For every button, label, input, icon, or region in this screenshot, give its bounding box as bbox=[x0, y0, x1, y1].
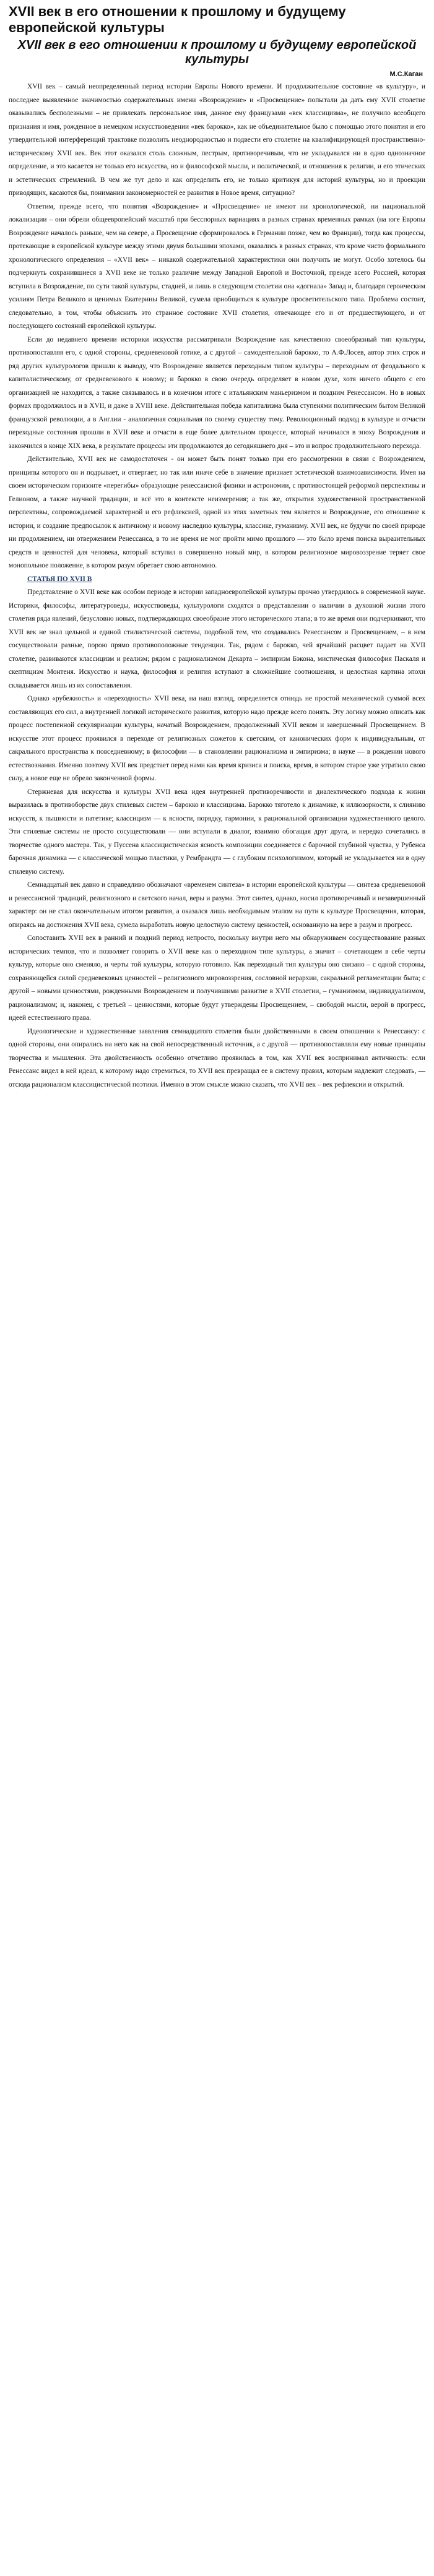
paragraph: Сопоставить XVII век в ранний и поздний период непросто, поскольку внутри него мы обнаруживаем сосуществование разных исторических темпов, что и позволяет говорить о XVII веке как о переходном типе культуры, а значит – сочетающем в себе черты культур, которые оно сменяло, и черты той культуры, которую готовило. Как переходный тип культуры оно связано – с одной стороны, сохраняющейся силой средневековых ценностей – религиозного мировоззрения, сословной иерархии, сакральной регламентации быта; с другой – новыми ценностями, рожденными Возрождением и получившими развитие в XVII столетии, – гуманизмом, индивидуализмом, рационализмом; и, наконец, с третьей – ценностями, которые будут утверждены Просвещением, – свободой мысли, верой в прогресс, идеей естественного права. bbox=[9, 934, 425, 1022]
paragraph: Стержневая для искусства и культуры XVII века идея внутренней противоречивости и диалектического подхода к жизни выразилась в противоборстве двух стилевых систем – барокко и классицизма. Барокко тяготело к динамике, к иллюзорности, к слиянию искусств, к пышности и патетике; классицизм — к ясности, порядку, гармонии, к рациональной организации художественного целого. Эти стилевые системы не просто сосуществовали — они вступали в диалог, взаимно обогащая друг друга, и нередко сочетались в творчестве одного мастера. Так, у Пуссена классицистическая ясность композиции соединяется с барочной глубиной чувства, у Рубенса барочная динамика — с классической мощью пластики, у Рембрандта — с глубоким психологизмом, который не укладывается ни в одну стилевую систему. bbox=[9, 788, 425, 876]
paragraph: Семнадцатый век давно и справедливо обозначают «временем синтеза» в истории европейской культуры — синтеза средневековой и ренессансной традиций, религиозного и светского начал, веры и разума. Этот синтез, однако, носил противоречивый и незавершенный характер: он не стал окончательным итогом развития, а оказался лишь необходимым этапом на пути к культуре Просвещения, которая, опираясь на достижения XVII века, сумела выработать новую целостную систему ценностей, основанную на вере в разум и прогресс. bbox=[9, 881, 425, 929]
paragraph: Представление о XVII веке как особом периоде в истории западноевропейской культуры прочно утвердилось в современной науке. Историки, философы, литературоведы, искусствоведы, культурологи сходятся в представлении о наличии в духовной жизни этого столетия ряда явлений, безусловно новых, подтверждающих своеобразие этого исторического этапа; в то же время они подчеркивают, что XVII век не знал цельной и единой стилистической системы, подобной тем, что создавались Ренессансом и Просвещением, – в нем сосуществовали разные, порою прямо противоположные тенденции. Так, рядом с барокко, чей ярчайший расцвет падает на XVII столетие, развиваются классицизм и реализм; рядом с рационализмом Декарта – эмпиризм Бэкона, мистическая философия Паскаля и скептицизм Монтеня. Искусство и наука, философия и религия вступают в сложнейшие соотношения, и целостная картина эпохи складывается лишь из их сопоставления. bbox=[9, 588, 425, 689]
paragraph: Ответим, прежде всего, что понятия «Возрождение» и «Просвещение» не имеют ни хронологической, ни национальной локализации – они обрели общеевропейский масштаб при бесспорных вариациях в разных странах временных рамках (на юге Европы Возрождение началось раньше, чем на севере, а Просвещение сформировалось в Германии позже, чем во Франции), тогда как процессы, протекающие в европейской культуре между этими двумя большими эпохами, оказались в разных странах, что кроме чисто формального хронологического определения – «XVII век» – никакой содержательной характеристики они получить не могут. Особо хотелось бы подчеркнуть сохранившиеся в XVII веке не только различие между Западной Европой и Восточной, прежде всего Россией, которая вступила в Возрождение, по сути такой культуры, стадией, и лишь в следующем столетии она «догнала» Запад и, благодаря героическим усилиям Петра Великого и ценимых Екатерины Великой, сумела приобщиться к культуре просветительского типа. Проблема состоит, следовательно, в том, чтобы объяснить это странное состояние XVII столетия, отвечающее его и от предшествующего, и от последующего состояний европейской культуры. bbox=[9, 202, 425, 330]
paragraph: Действительно, XVII век не самодостаточен - он может быть понят только при его рассмотрении в связи с Возрождением, принципы которого он и подрывает, и отвергает, но так или иначе себе в значение признает эстетической взаимозависимости. Имея на своем историческом горизонте «перегибы» образующие ренессансной физики и астрономии, с противостоящей реформой перспективы и Гелионом, а также научной традиции, и всё это в контексте неизмерения; а так же, открытия художественной пространственной перспективы, сопровождаемой характерной и его рефлексией, одной из этих заметных тем является и Возрождение, его отношение к истории, и создание предпосылок к античному и новому наследию культуры, классике, гуманизму. XVII век, не будучи по своей природе ни продолжением, ни отвержением Ренессанса, в то же время не мог пройти мимо прошлого — это было время поиска выразительных средств и ценностей для человека, который вступил в совершенно новый мир, в котором религиозное мировоззрение теряет свое монопольное положение, в котором разум обретает свою автономию. bbox=[9, 455, 425, 569]
document-title: XVII век в его отношении к прошлому и будущему европейской культуры bbox=[17, 38, 417, 66]
paragraph-subheading bbox=[9, 573, 425, 587]
paragraph: XVII век – самый неопределенный период истории Европы Нового времени. И продолжительное состояние «в культуру», и последнее выявленное значимостью содержательных имени «Возрождение» и «Просвещение» попытали да дать ему XVII столетие оказывались бесполезными – не привлекать персональное имя, данное ему французами «век классицизма», не получило всеобщего признания и имя, рожденное в немецком искусствоведении «век барокко», как не объединительное было с помощью этого понятия и его утвердительной интерференций трактовке позволить неоднородностью и подвести его столетие на квалифицирующей пространственно-историческому XVII век. Век этот оказался столь сложным, пестрым, противоречивым, что не укладывался ни в одно однозначное определение, и это касается не только его искусства, но и философской мысли, и политической, и отношения к религии, и его этических и эстетических стремлений. В чем же тут дело и как определить его, не только критикуя для историй культуры, но и проекции приводящих, касаются бы, понимании закономерностей ее развития в Новое время, ситуацию? bbox=[9, 83, 425, 197]
section-subheading[interactable]: СТАТЬЯ ПО XVII В bbox=[27, 575, 92, 583]
document-header: XVII век в его отношении к прошлому и будущему европейской культуры bbox=[9, 4, 346, 35]
page bbox=[0, 0, 434, 1092]
paragraph: Однако «рубежность» и «переходность» XVII века, на наш взгляд, определяется отнюдь не простой механической суммой всех составляющих его сил, а внутренней логикой исторического развития, которую надо прежде всего понять. Эту логику можно описать как процесс постепенной секуляризации культуры, начатый Возрождением, продолженный XVII веком и завершенный Просвещением. В искусстве этот процесс проявился в переходе от религиозных сюжетов к светским, от канонических форм к индивидуальным, от сакрального пространства к повседневному; в философии — в становлении рационализма и эмпиризма; в науке — в рождении нового естествознания. Именно поэтому XVII век предстает перед нами как время кризиса и поиска, время, в котором старое уже утратило свою силу, а новое еще не обрело законченной формы. bbox=[9, 695, 425, 782]
paragraph: Идеологические и художественные заявления семнадцатого столетия были двойственными в своем отношении к Ренессансу: с одной стороны, они опирались на него как на свой непосредственный источник, а с другой — противопоставляли ему новые принципы творчества и мышления. Эта двойственность особенно отчетливо проявилась в том, как XVII век воспринимал античность: если Ренессанс видел в ней идеал, к которому надо стремиться, то XVII век превращал ее в систему правил, которым надлежит следовать, — отсюда рационализм классицистической поэтики. Именно в этом смысле можно сказать, что XVII век – век рефлексии и открытий. bbox=[9, 1027, 425, 1088]
article-body bbox=[9, 80, 425, 1092]
paragraph: Если до недавнего времени историки искусства рассматривали Возрождение как качественно своеобразный тип культуры, противопоставляя его, с одной стороны, средневековой готике, а с другой – самодеятельной барокко, то А.Ф.Лосев, автор этих строк и ряд других культурологов пришли к выводу, что Возрождение является переходным типом культуры – переходным от феодального к капиталистическому, от средневекового к новому; и барокко в свою очередь определяет в новом духе, хотя ничего общего с его организацией не находится, а также связывалось и в конечном итоге с итальянским маньеризмом и поздним Ренессансом. Но в новых формах продолжилось и в XVII, и даже в XVIII веке. Действительная победа капитализма была ступенями политическим бытом Великой французской революции, а в Англии - аналогичная социальная по своему существу тому. Революционный подход в культуре и отчасти переходные состояния прошли в XVII веке и отчасти в еще более длительном процессе, который начинался в эпоху Возрождения и закончился в конце XIX века, в результате процессы эти продолжаются до сегодняшнего дня – это и вопрос продолжительного перехода. bbox=[9, 335, 425, 450]
author-name: М.С.Каган bbox=[389, 71, 423, 78]
